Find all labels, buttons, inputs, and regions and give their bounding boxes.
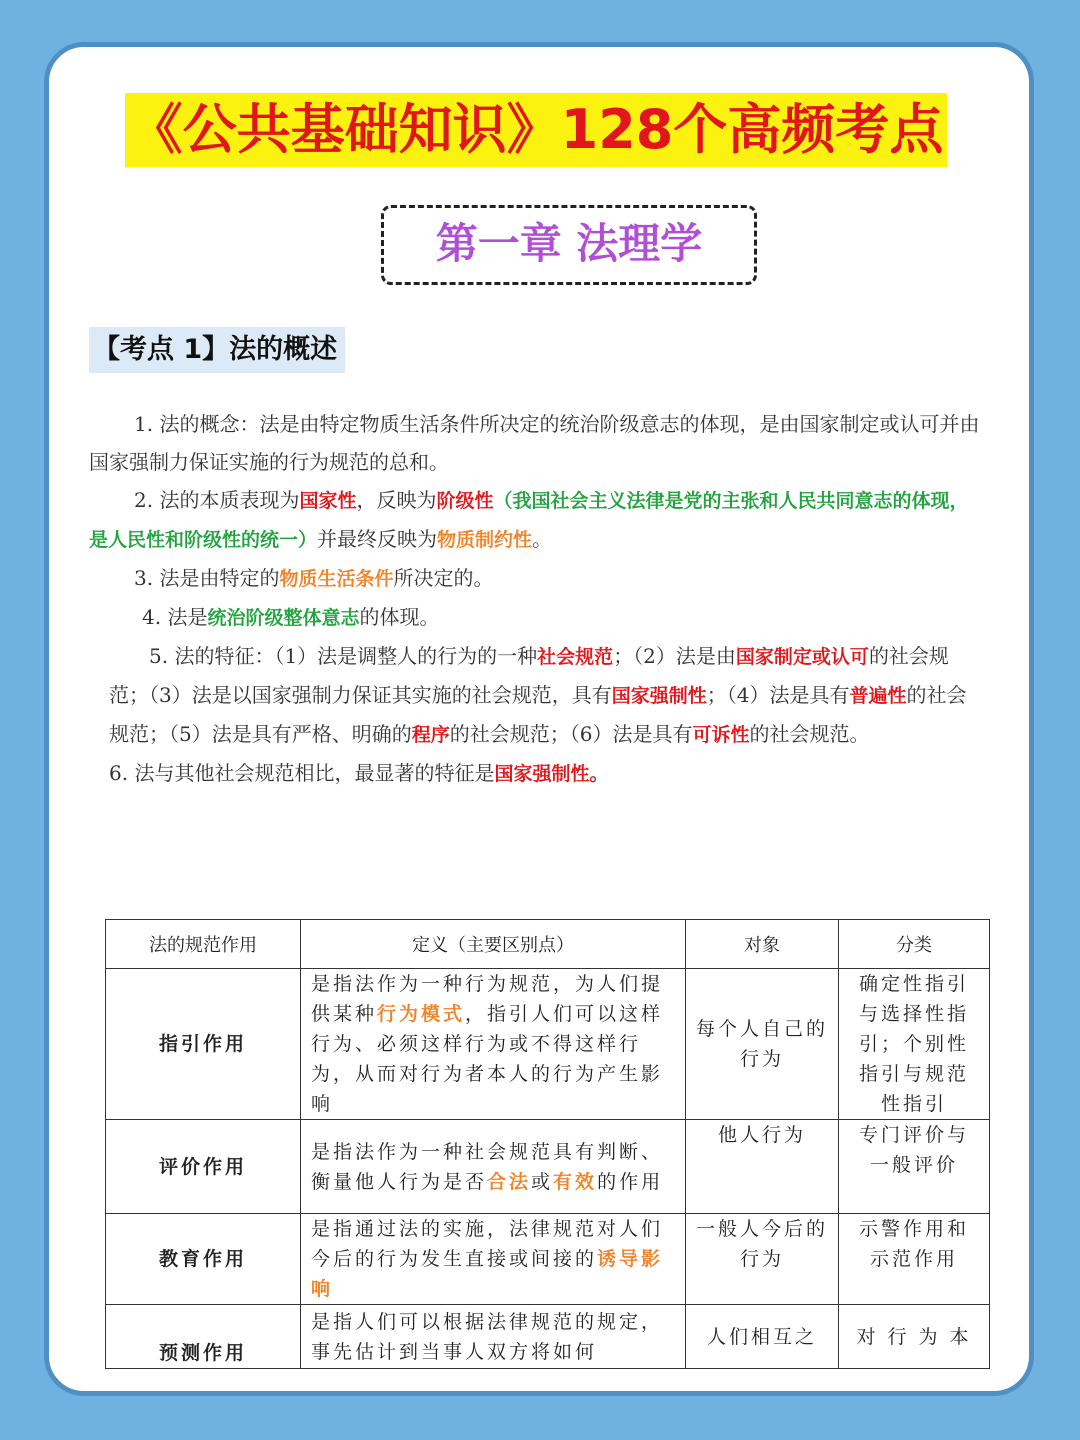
highlight: 程序 bbox=[411, 724, 450, 746]
paragraph-6: 6. 法与其他社会规范相比，最显著的特征是国家强制性。 bbox=[109, 761, 609, 785]
highlight: 统治阶级整体意志 bbox=[207, 607, 360, 629]
table-header-row bbox=[106, 920, 990, 969]
paragraph-3: 3. 法是由特定的物质生活条件所决定的。 bbox=[134, 566, 494, 590]
highlight: 诱导影响 bbox=[311, 1248, 664, 1300]
function-object: 一般人今后的行为 bbox=[686, 1214, 839, 1305]
highlight: 社会规范 bbox=[537, 646, 614, 668]
function-definition: 是指法作为一种行为规范，为人们提供某种行为模式，指引人们可以这样行为、必须这样行为或不得这样行为，从而对行为者本人的行为产生影响 bbox=[301, 969, 686, 1120]
highlight: （我国社会主义法律是党的主张和人民共同意志的体现，是人民性和阶级性的统一） bbox=[89, 490, 969, 551]
highlight: 物质制约性 bbox=[437, 529, 533, 551]
function-category: 确定性指引与选择性指引；个别性指引与规范性指引 bbox=[839, 969, 990, 1120]
highlight: 物质生活条件 bbox=[279, 568, 394, 590]
norm-function-table bbox=[105, 919, 990, 1369]
function-type: 指引作用 bbox=[106, 969, 301, 1120]
function-definition: 是指人们可以根据法律规范的规定，事先估计到当事人双方将如何 bbox=[301, 1305, 686, 1369]
paragraph-5: 5. 法的特征：（1）法是调整人的行为的一种社会规范；（2）法是由国家制定或认可的社会规范；（3）法是以国家强制力保证其实施的社会规范，具有国家强制性；（4）法是具有普遍性的社会规范；（5）法是具有严格、明确的程序的社会规范；（6）法是具有可诉性的社会规范。 bbox=[109, 644, 967, 746]
section-label: 【考点 1】法的概述 bbox=[89, 327, 345, 373]
function-type: 评价作用 bbox=[106, 1120, 301, 1214]
paragraph-4: 4. 法是统治阶级整体意志的体现。 bbox=[142, 605, 440, 629]
function-category: 专门评价与一般评价 bbox=[839, 1120, 990, 1214]
paragraph-1: 1. 法的概念：法是由特定物质生活条件所决定的统治阶级意志的体现，是由国家制定或认可并由国家强制力保证实施的行为规范的总和。 bbox=[89, 412, 980, 474]
highlight: 可诉性 bbox=[692, 724, 750, 746]
table-row bbox=[106, 1214, 990, 1305]
function-category: 示警作用和示范作用 bbox=[839, 1214, 990, 1305]
column-header: 法的规范作用 bbox=[106, 920, 301, 969]
content-card bbox=[44, 42, 1034, 1396]
body-text bbox=[89, 405, 985, 793]
function-object: 他人行为 bbox=[686, 1120, 839, 1214]
function-category: 对 行 为 本 bbox=[839, 1305, 990, 1369]
highlight: 国家性 bbox=[299, 490, 357, 512]
table-row bbox=[106, 1305, 990, 1369]
column-header: 分类 bbox=[839, 920, 990, 969]
paragraph-2: 2. 法的本质表现为国家性，反映为阶级性（我国社会主义法律是党的主张和人民共同意志的体现，是人民性和阶级性的统一）并最终反映为物质制约性。 bbox=[89, 488, 969, 551]
highlight: 国家强制性。 bbox=[494, 763, 609, 785]
function-object: 人们相互之 bbox=[686, 1305, 839, 1369]
chapter-heading: 第一章 法理学 bbox=[381, 205, 757, 285]
page-title: 《公共基础知识》128个高频考点 bbox=[125, 93, 947, 167]
highlight: 阶级性 bbox=[436, 490, 494, 512]
highlight: 合法 bbox=[487, 1170, 532, 1193]
highlight: 国家制定或认可 bbox=[735, 646, 869, 668]
column-header: 定义（主要区别点） bbox=[301, 920, 686, 969]
highlight: 国家强制性 bbox=[611, 685, 707, 707]
function-definition: 是指法作为一种社会规范具有判断、衡量他人行为是否合法或有效的作用 bbox=[301, 1120, 686, 1214]
table-row bbox=[106, 969, 990, 1120]
function-object: 每个人自己的行为 bbox=[686, 969, 839, 1120]
highlight: 普遍性 bbox=[849, 685, 907, 707]
column-header: 对象 bbox=[686, 920, 839, 969]
function-type: 教育作用 bbox=[106, 1214, 301, 1305]
function-definition: 是指通过法的实施，法律规范对人们今后的行为发生直接或间接的诱导影响 bbox=[301, 1214, 686, 1305]
table-row bbox=[106, 1120, 990, 1214]
function-type: 预测作用 bbox=[106, 1305, 301, 1369]
highlight: 有效 bbox=[553, 1170, 598, 1193]
highlight: 行为模式 bbox=[377, 1003, 466, 1025]
